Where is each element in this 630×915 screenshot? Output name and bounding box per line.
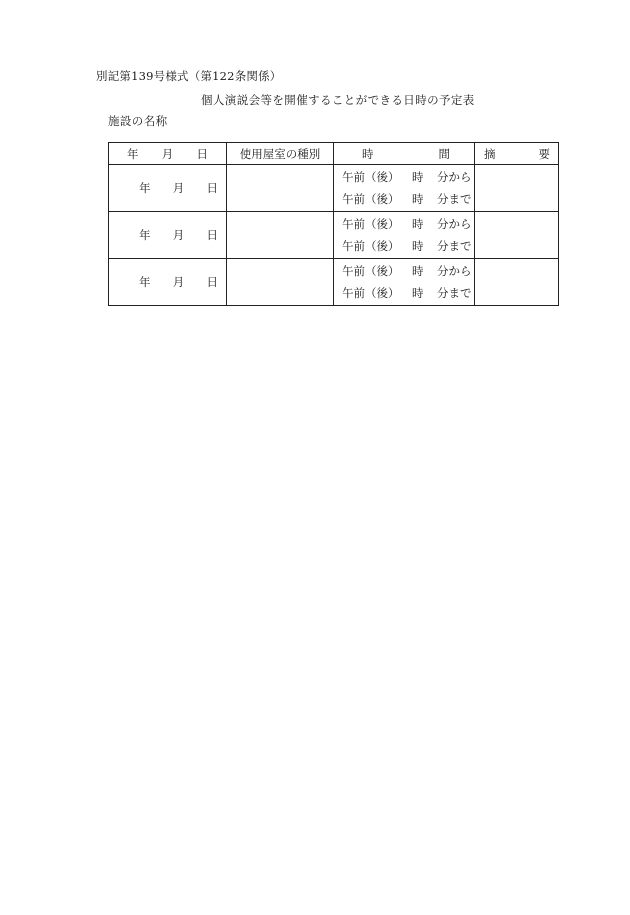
header-date-month: 月 (161, 146, 174, 161)
minute-from-label: 分から (437, 217, 472, 231)
schedule-table (108, 142, 559, 306)
minute-from-label: 分から (437, 264, 472, 278)
date-year-label: 年 (139, 228, 151, 242)
header-time-part2: 間 (438, 146, 450, 161)
date-day-label: 日 (206, 275, 218, 289)
hour-label: 時 (412, 264, 424, 278)
hour-label: 時 (412, 192, 424, 206)
date-month-label: 月 (172, 228, 185, 242)
note-cell (475, 259, 559, 306)
time-cell (334, 212, 475, 259)
note-cell (475, 165, 559, 212)
hour-label: 時 (412, 217, 424, 231)
header-time-part1: 時 (362, 146, 374, 161)
time-to-line (334, 282, 474, 304)
ampm-label: 午前（後） (342, 217, 400, 231)
date-cell (109, 259, 227, 306)
header-room-cell (227, 143, 334, 165)
note-cell (475, 212, 559, 259)
header-room-type: 使用屋室の種別 (239, 146, 321, 161)
header-note-cell (475, 143, 559, 165)
date-day-label: 日 (206, 181, 218, 195)
header-date-day: 日 (196, 146, 208, 161)
date-month-label: 月 (172, 181, 185, 195)
ampm-label: 午前（後） (342, 264, 400, 278)
header-note-part1: 摘 (484, 146, 496, 161)
header-date-year: 年 (127, 146, 139, 161)
header-note-part2: 要 (538, 146, 550, 161)
time-to-line (334, 188, 474, 210)
time-from-line (334, 260, 474, 282)
table-row (109, 212, 559, 259)
time-from-line (334, 213, 474, 235)
minute-from-label: 分から (437, 170, 472, 184)
hour-label: 時 (412, 286, 424, 300)
date-day-label: 日 (206, 228, 218, 242)
ampm-label: 午前（後） (342, 239, 400, 253)
date-cell (109, 212, 227, 259)
time-cell (334, 165, 475, 212)
date-year-label: 年 (139, 181, 151, 195)
ampm-label: 午前（後） (342, 170, 400, 184)
time-cell (334, 259, 475, 306)
facility-name-label: 施設の名称 (108, 114, 168, 128)
hour-label: 時 (412, 239, 424, 253)
table-row (109, 165, 559, 212)
date-cell (109, 165, 227, 212)
hour-label: 時 (412, 170, 424, 184)
time-from-line (334, 166, 474, 188)
table-row (109, 259, 559, 306)
minute-to-label: 分まで (437, 286, 472, 300)
date-year-label: 年 (139, 275, 151, 289)
time-to-line (334, 235, 474, 257)
minute-to-label: 分まで (437, 239, 472, 253)
minute-to-label: 分まで (437, 192, 472, 206)
date-month-label: 月 (172, 275, 185, 289)
room-type-cell (227, 212, 334, 259)
table-header-row (109, 143, 559, 165)
ampm-label: 午前（後） (342, 286, 400, 300)
room-type-cell (227, 259, 334, 306)
form-number: 別記第139号様式（第122条関係） (96, 69, 282, 83)
header-date-cell (109, 143, 227, 165)
ampm-label: 午前（後） (342, 192, 400, 206)
document-title: 個人演説会等を開催することができる日時の予定表 (201, 93, 475, 107)
header-time-cell (334, 143, 475, 165)
room-type-cell (227, 165, 334, 212)
